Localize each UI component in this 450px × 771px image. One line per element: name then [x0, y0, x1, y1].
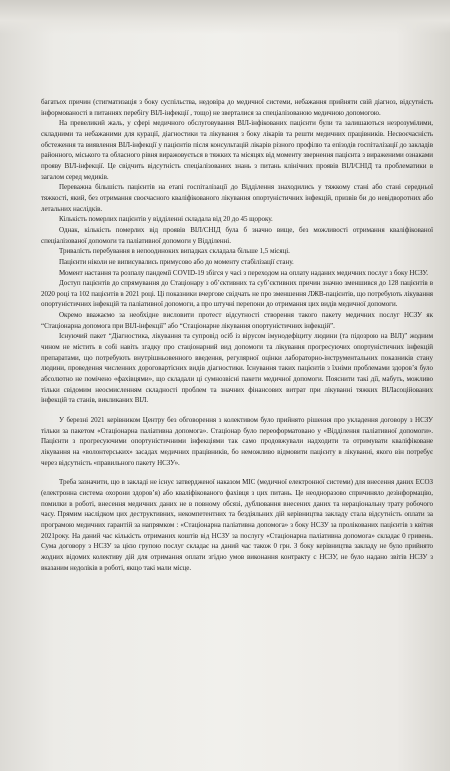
paragraph-10: Окремо вважаємо за необхідне висловити протест відсутності створення такого пакету медичних послуг НСЗУ як “Стаціонарна допомога при ВІЛ-інфекції” або “Стаціонарне лікування опортуністичних інфекцій”.	[41, 311, 433, 330]
document-body	[41, 97, 433, 573]
paragraph-13: Треба зазначити, що в закладі не існує затвердженої наказом МІС (медичної електронної системи) для внесення даних ЕСОЗ (електронна система охорони здоров’я) або кваліфікованого фахівця з цих питань. Це неодноразово спричиняло дезінформацію, помилки в роботі, внесення медичних даних не в повному обсязі, дублювання внесених даних та нераціональну трату робочого часу. Прямим наслідком цих деструктивних, некомпетентних та бездіяльних дій керівництва закладу стала відсутність оплати за програмою медичних гарантій за напрямком : «Стаціонарна паліативна допомога» з боку НСЗУ за пролікованих пацієнтів з квітня 2021року. На даний час кількість отриманих коштів від НСЗУ за послугу «Стаціонарна паліативна допомога» складає 0 гривень. Сума договору з НСЗУ за цією групою послуг складає на даний час також 0 грн. З боку керівництва закладу не було прийнято жодних відомих колективу дій для отримання оплати згідно умов виконання контракту с НСЗУ, не було надано звітів НСЗУ з вказаним недоліків в роботі, якщо такі мали місце.	[41, 478, 433, 572]
paragraph-12: У березні 2021 керівником Центру без обговорення з колективом було прийнято рішення про укладення договору з НСЗУ тільки за пакетом «Стаціонарна паліативна допомога». Стаціонар було переоформатовано у «Відділення паліативної допомоги». Пацієнти з прогресуючими опортуністичними інфекціями так само продовжували надходити та отримувати кваліфіковане лікування на «волонтерських» засадах медичних працівників, бо неможливо відмовити пацієнту в лікуванні, якого він потребує через відсутність «правильного пакету НСЗУ».	[41, 416, 433, 467]
paragraph-7: Пацієнти ніколи не виписувались примусово або до моменту стабілізації стану.	[59, 257, 294, 266]
paragraph-11: Існуючий пакет “Діагностика, лікування та супровід осіб із вірусом імунодефіциту людини (та підозрою на ВІЛ)” жодним чином не містить в собі навіть згадку про стаціонарний вид допомоги та лікування прогресуючих опортуністичних інфекцій препаратами, що потребують внутрішньовенного введення, регулярної оцінки лабораторно-інструментальних показників стану людини, проведення численних дороговартісних видів діагностики. Існування таких пацієнтів з їхніми проблемами здоров’я було абсолютно не помічено «фахівцями», що складали ці сумнозвісні пакети медичної допомоги. Пояснити такі дії, мабуть, можливо тільки свідомим неосмисленням складності проблем та значних фінансових витрат при лікуванні тяжких ВІЛасоційованих інфекцій та станів, викликаних ВІЛ.	[41, 332, 433, 405]
paragraph-5: Однак, кількість померлих від проявів ВІЛ/СНІД була б значно вище, без можливості отримання кваліфікованої спеціалізованої допомоги та паліативної допомоги у Відділенні.	[41, 225, 433, 245]
paragraph-9: Доступ пацієнтів до спрямування до Стаціонару з об’єктивних та суб’єктивних причин значно зменшився до 128 пацієнтів в 2020 році та 102 пацієнтів в 2021 році. Ці показники вчергове свідчать не про зменшення ЛЖВ-пацієнтів, що потребують лікування опортуністичних інфекцій та паліативної допомоги, а про штучні перепони до отримання цих видів медичної допомоги.	[41, 279, 433, 309]
paragraph-3: Переважна більшість пацієнтів на етапі госпіталізації до Відділення знаходились у тяжкому стані або стані середньої тяжкості, який, без отримання своєчасного кваліфікованого лікування опортуністичних інфекцій, призвів би до невідворотних або летальних наслідків.	[41, 183, 433, 213]
paper-fold-shadow	[0, 0, 450, 34]
paragraph-4: Кількість померлих пацієнтів у відділенні складала від 20 до 45 щороку.	[59, 215, 273, 224]
paragraph-2: На превеликий жаль, у сфері медичного обслуговування ВІЛ-інфікованих пацієнти були та залишаються незрозумілими, складними та небажаними для курації, діагностики та лікування з боку лікарів та решти медичних працівників. Несвоєчасність обстеження та виявлення ВІЛ-інфекції у пацієнтів після консультацій лікарів різного профілю та епізодів госпіталізації до закладів районного, міського та обласного рівня виражовується в тяжких та місяцях від моменту звернення пацієнта з вираженими ознаками прояву ВІЛ-інфекції. Це свідчить відсутність спеціалізованих знань з питань клінічних проявів ВІЛ/СНІД та проблематики в загалом серед медиків.	[41, 119, 433, 181]
paragraph-1: багатьох причин (стигматизація з боку суспільства, недовіра до медичної системи, небажання прийняти свій діагноз, відсутність інформованості в питаннях перебігу ВІЛ-інфекції , тощо) не зверталися за спеціалізованою медичною допомогою.	[41, 98, 433, 117]
paragraph-6: Тривалість перебування в непоодиноких випадках складала більше 1,5 місяці.	[59, 247, 290, 256]
paragraph-8: Момент настання та розпалу пандемії COVID-19 збігся у часі з переходом на оплату наданих медичних послуг з боку НСЗУ.	[59, 268, 428, 277]
